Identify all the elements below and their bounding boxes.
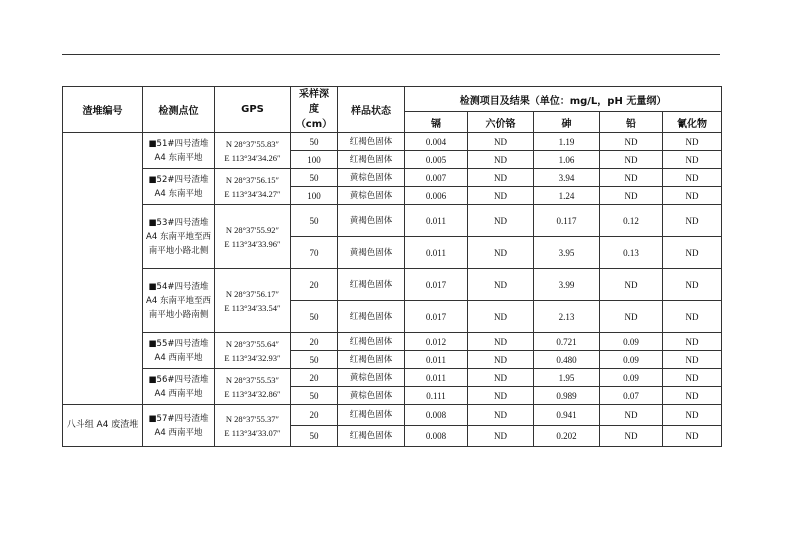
as-cell: 1.95 [534,369,600,387]
pile-id-cell-empty [63,133,143,405]
location-cell: ■54#四号渣堆A4 东南平地至西南平地小路南侧 [143,269,215,333]
depth-cell: 20 [291,369,338,387]
cr6-cell: ND [468,237,534,269]
col-header-depth: 采样深度（cm） [291,87,338,133]
cr6-cell: ND [468,151,534,169]
pb-cell: 0.09 [600,369,663,387]
pb-cell: ND [600,151,663,169]
as-cell: 3.94 [534,169,600,187]
depth-cell: 20 [291,405,338,426]
cn-cell: ND [663,387,722,405]
as-cell: 2.13 [534,301,600,333]
location-cell: ■53#四号渣堆A4 东南平地至西南平地小路北侧 [143,205,215,269]
state-cell: 黄棕色固体 [338,369,405,387]
as-cell: 0.989 [534,387,600,405]
state-cell: 红褐色固体 [338,301,405,333]
depth-cell: 50 [291,169,338,187]
col-header-location: 检测点位 [143,87,215,133]
gps-cell [215,405,291,447]
cd-cell: 0.011 [405,369,468,387]
cn-cell: ND [663,169,722,187]
depth-cell: 50 [291,133,338,151]
col-header-pb: 铅 [600,112,663,133]
cd-cell: 0.006 [405,187,468,205]
as-cell: 0.941 [534,405,600,426]
pb-cell: ND [600,187,663,205]
results-table [62,86,722,447]
col-header-pile-id: 渣堆编号 [63,87,143,133]
gps-north: N 28°37′55.83″ [225,138,280,149]
state-cell: 黄棕色固体 [338,387,405,405]
cd-cell: 0.011 [405,351,468,369]
location-cell: ■52#四号渣堆A4 东南平地 [143,169,215,205]
cn-cell: ND [663,301,722,333]
depth-cell: 50 [291,426,338,447]
depth-cell: 50 [291,205,338,237]
cd-cell: 0.007 [405,169,468,187]
gps-east: E 113°34′33.96″ [224,238,281,249]
gps-cell [215,169,291,205]
cd-cell: 0.017 [405,301,468,333]
location-cell: ■55#四号渣堆A4 西南平地 [143,333,215,369]
cn-cell: ND [663,133,722,151]
pb-cell: ND [600,426,663,447]
cr6-cell: ND [468,351,534,369]
as-cell: 1.06 [534,151,600,169]
cr6-cell: ND [468,133,534,151]
col-header-cn: 氰化物 [663,112,722,133]
cr6-cell: ND [468,269,534,301]
pile-id-cell: 八斗组 A4 废渣堆 [63,405,143,447]
depth-cell: 20 [291,269,338,301]
gps-cell [215,205,291,269]
gps-cell [215,333,291,369]
depth-cell: 100 [291,151,338,169]
gps-north: N 28°37′55.92″ [225,224,280,235]
gps-cell [215,269,291,333]
gps-north: N 28°37′56.15″ [225,174,280,185]
pb-cell: ND [600,169,663,187]
depth-cell: 50 [291,387,338,405]
as-cell: 1.24 [534,187,600,205]
gps-north: N 28°37′55.53″ [225,374,280,385]
cr6-cell: ND [468,405,534,426]
state-cell: 红褐色固体 [338,426,405,447]
pb-cell: 0.09 [600,333,663,351]
cr6-cell: ND [468,426,534,447]
pb-cell: ND [600,269,663,301]
state-cell: 黄褐色固体 [338,205,405,237]
cr6-cell: ND [468,369,534,387]
as-cell: 0.480 [534,351,600,369]
state-cell: 黄棕色固体 [338,169,405,187]
state-cell: 黄褐色固体 [338,237,405,269]
location-cell: ■57#四号渣堆A4 西南平地 [143,405,215,447]
gps-cell [215,133,291,169]
state-cell: 红褐色固体 [338,133,405,151]
location-cell: ■56#四号渣堆A4 西南平地 [143,369,215,405]
state-cell: 红褐色固体 [338,405,405,426]
as-cell: 0.721 [534,333,600,351]
cd-cell: 0.004 [405,133,468,151]
state-cell: 红褐色固体 [338,351,405,369]
cd-cell: 0.011 [405,237,468,269]
depth-cell: 50 [291,351,338,369]
cr6-cell: ND [468,205,534,237]
gps-east: E 113°34′34.27″ [224,188,281,199]
cd-cell: 0.012 [405,333,468,351]
pb-cell: ND [600,301,663,333]
state-cell: 红褐色固体 [338,333,405,351]
gps-cell [215,369,291,405]
cr6-cell: ND [468,301,534,333]
cd-cell: 0.008 [405,426,468,447]
col-header-state: 样品状态 [338,87,405,133]
cr6-cell: ND [468,169,534,187]
cd-cell: 0.017 [405,269,468,301]
cn-cell: ND [663,405,722,426]
cn-cell: ND [663,187,722,205]
pb-cell: ND [600,133,663,151]
col-header-results: 检测项目及结果（单位：mg/L，pH 无量纲） [405,87,722,112]
state-cell: 黄棕色固体 [338,187,405,205]
as-cell: 3.95 [534,237,600,269]
gps-east: E 113°34′33.07″ [224,427,281,438]
depth-cell: 20 [291,333,338,351]
as-cell: 0.117 [534,205,600,237]
as-cell: 3.99 [534,269,600,301]
cr6-cell: ND [468,333,534,351]
cd-cell: 0.005 [405,151,468,169]
cn-cell: ND [663,369,722,387]
cn-cell: ND [663,237,722,269]
state-cell: 红褐色固体 [338,269,405,301]
cn-cell: ND [663,333,722,351]
depth-cell: 50 [291,301,338,333]
as-cell: 0.202 [534,426,600,447]
cd-cell: 0.111 [405,387,468,405]
cn-cell: ND [663,151,722,169]
cr6-cell: ND [468,387,534,405]
depth-cell: 70 [291,237,338,269]
cn-cell: ND [663,351,722,369]
cd-cell: 0.011 [405,205,468,237]
col-header-cr6: 六价铬 [468,112,534,133]
depth-cell: 100 [291,187,338,205]
cr6-cell: ND [468,187,534,205]
cn-cell: ND [663,269,722,301]
gps-east: E 113°34′34.26″ [224,152,281,163]
gps-east: E 113°34′32.93″ [224,352,281,363]
col-header-as: 砷 [534,112,600,133]
cn-cell: ND [663,205,722,237]
gps-north: N 28°37′55.37″ [225,413,280,424]
cd-cell: 0.008 [405,405,468,426]
cn-cell: ND [663,426,722,447]
pb-cell: ND [600,405,663,426]
header-rule [62,54,720,55]
gps-north: N 28°37′55.64″ [225,338,280,349]
pb-cell: 0.07 [600,387,663,405]
as-cell: 1.19 [534,133,600,151]
state-cell: 红褐色固体 [338,151,405,169]
pb-cell: 0.12 [600,205,663,237]
gps-north: N 28°37′56.17″ [225,288,280,299]
gps-east: E 113°34′33.54″ [224,302,281,313]
col-header-cd: 镉 [405,112,468,133]
pb-cell: 0.09 [600,351,663,369]
col-header-gps: GPS [215,87,291,133]
pb-cell: 0.13 [600,237,663,269]
gps-east: E 113°34′32.86″ [224,388,281,399]
location-cell: ■51#四号渣堆A4 东南平地 [143,133,215,169]
